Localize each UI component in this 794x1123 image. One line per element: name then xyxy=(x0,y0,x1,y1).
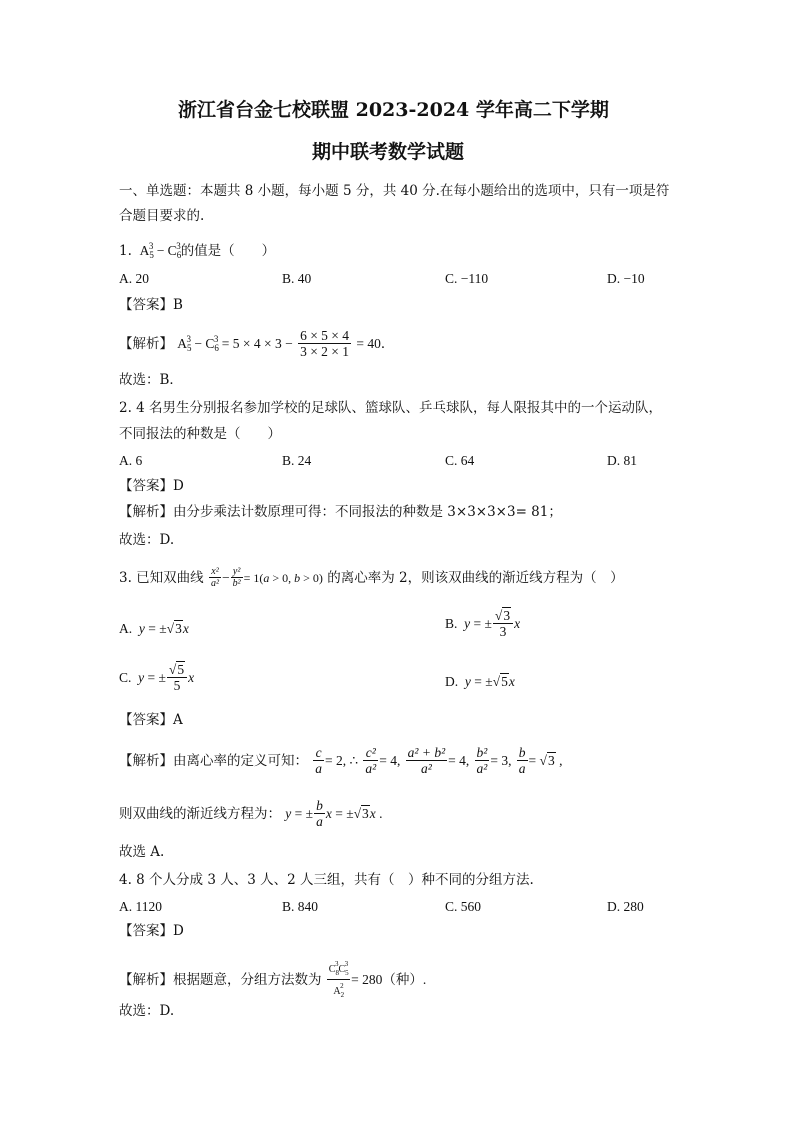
q3-stem-prefix: 3. 已知双曲线 xyxy=(119,569,204,586)
q3-answer-value: A xyxy=(173,712,183,728)
q1-expression: $A_5^3 - C_6^3$ xyxy=(136,241,182,260)
q3-analysis-line2: 则双曲线的渐近线方程为： y = ± $\frac{b}{a}$ x = ±√3x . xyxy=(119,798,383,829)
q1-analysis-result: = 40 xyxy=(356,335,381,351)
q1-option-b: B. 40 xyxy=(282,271,312,286)
q3-fraction-x: $\frac{\text{x²}}{\text{a²}}$ xyxy=(210,566,219,589)
answer-label: 【答案】 xyxy=(119,478,173,494)
q3-option-c: C. y = ± $\frac{√5}{5}$ x xyxy=(119,662,195,693)
q4-answer-value: D xyxy=(173,923,184,939)
q4-stem: 4. 8 个人分成 3 人、3 人、2 人三组，共有（ ）种不同的分组方法. xyxy=(119,872,534,888)
q3-stem-suffix: 的离心率为 2，则该双曲线的渐近线方程为（ ） xyxy=(327,569,624,586)
q4-option-c: C. 560 xyxy=(445,899,482,914)
q2-stem-line2: 不同报法的种数是（ ） xyxy=(119,426,281,442)
q2-stem-line1: 2. 4 名男生分别报名参加学校的足球队、篮球队、乒乓球队，每人限报其中的一个运动队， xyxy=(119,400,663,416)
section-intro-line2: 合题目要求的. xyxy=(119,208,205,224)
q3-answer xyxy=(119,711,183,729)
q4-option-b: B. 840 xyxy=(282,899,319,914)
q3-stem: 3. 已知双曲线 $\frac{\text{x²}}{\text{a²}}$ − $\frac{\text{y²}}{\text{b²}}$ = 1(a > 0, b > 0) 的离心率为 2，则该双曲线的渐近线方程为（ ） xyxy=(119,566,624,589)
q3-fraction-y: $\frac{\text{y²}}{\text{b²}}$ xyxy=(232,566,241,589)
answer-label: 【答案】 xyxy=(119,297,173,313)
q2-option-a: A. 6 xyxy=(119,453,143,468)
q4-option-d: D. 280 xyxy=(607,899,644,914)
q2-answer-value: D xyxy=(173,478,184,494)
q2-analysis-text: 由分步乘法计数原理可得：不同报法的种数是 3×3×3×3= 81； xyxy=(173,504,562,520)
q2-option-c: C. 64 xyxy=(445,453,475,468)
analysis-label: 【解析】 xyxy=(119,752,173,769)
analysis-label: 【解析】 xyxy=(119,971,173,988)
q2-answer xyxy=(119,477,184,495)
q1-analysis: 【解析】 $A_5^3 - C_6^3 = 5 \times 4 \times 3$ − $\frac{6 \times 5 \times 4}{3 \times 2 \times 1}$ = 40． xyxy=(119,328,395,359)
analysis-label: 【解析】 xyxy=(119,335,173,352)
q4-analysis-prefix: 根据题意，分组方法数为 xyxy=(173,971,322,988)
q3-conclusion: 故选 A. xyxy=(119,844,165,860)
q1-option-c: C. −110 xyxy=(445,271,489,286)
q3-analysis: 【解析】由离心率的定义可知： $\frac{c}{a}$ = 2, ∴ $\frac{\text{c²}}{\text{a²}}$ = 4, $\frac{\text{a² + b²}}{\text{a²}}$ = 4, $\frac{\text{b²}}{\text{a²}}$ = 3, $\frac{b}{a}$ = √3 , xyxy=(119,745,563,776)
q1-answer-value: B xyxy=(173,297,183,313)
q3-option-d: D. y = ±√5x xyxy=(445,674,515,689)
analysis-label: 【解析】 xyxy=(119,504,173,520)
q1-stem-suffix: 的值是（ ） xyxy=(180,243,276,259)
q1-conclusion: 故选：B． xyxy=(119,372,183,388)
answer-label: 【答案】 xyxy=(119,712,173,728)
q1-number: 1. xyxy=(119,243,132,259)
q1-fraction: $\frac{6 \times 5 \times 4}{3 \times 2 \times 1}$ xyxy=(300,328,350,359)
q1-option-a: A. 20 xyxy=(119,271,149,286)
q4-conclusion: 故选：D. xyxy=(119,1003,175,1019)
q4-answer xyxy=(119,922,184,940)
page-title: 浙江省台金七校联盟 2023-2024 学年高二下学期 xyxy=(178,99,609,121)
q1-analysis-formula: $A_5^3 - C_6^3 = 5 \times 4 \times 3$ − xyxy=(177,334,293,353)
q2-option-d: D. 81 xyxy=(607,453,637,468)
q4-option-a: A. 1120 xyxy=(119,899,162,914)
q4-analysis-suffix: = 280（种）. xyxy=(351,971,427,987)
q1-stem xyxy=(119,237,275,264)
q2-analysis xyxy=(119,503,562,521)
q2-option-b: B. 24 xyxy=(282,453,312,468)
q3-option-a: A. y = ±√3x xyxy=(119,621,189,636)
q1-option-d: D. −10 xyxy=(607,271,645,286)
q2-conclusion: 故选：D. xyxy=(119,532,175,548)
q4-analysis xyxy=(119,958,426,1001)
q4-fraction: $\frac{C_8^3C_5^3}{A_2^2}$ xyxy=(328,960,349,999)
answer-label: 【答案】 xyxy=(119,923,173,939)
page-subtitle: 期中联考数学试题 xyxy=(312,141,465,163)
q1-answer xyxy=(119,296,183,314)
q3-option-b: B. y = ± $\frac{√3}{3}$ x xyxy=(445,608,521,639)
q3-analysis-line2-prefix: 则双曲线的渐近线方程为： xyxy=(119,805,281,822)
section-intro-line1: 一、单选题：本题共 8 小题，每小题 5 分，共 40 分.在每小题给出的选项中，只有一项是符 xyxy=(119,183,670,199)
q3-analysis-prefix: 由离心率的定义可知： xyxy=(173,752,308,769)
